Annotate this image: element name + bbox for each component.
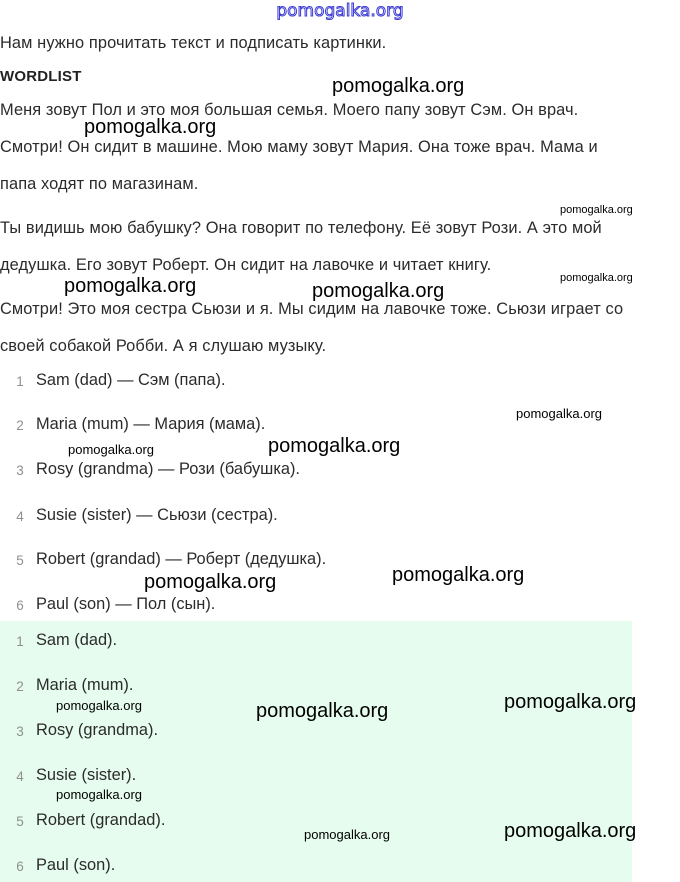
answer-number: 4 [16,769,24,784]
answer-number: 1 [16,634,24,649]
list-number: 4 [16,509,24,524]
text-line: своей собакой Робби. А я слушаю музыку. [0,337,327,355]
list-text: Susie (sister) — Сьюзи (сестра). [36,506,278,524]
list-text: Sam (dad) — Сэм (папа). [36,371,226,389]
answer-text: Rosy (grandma). [36,721,159,739]
watermark: pomogalka.org [64,275,197,297]
text-line: Меня зовут Пол и это моя большая семья. Моего папу зовут Сэм. Он врач. [0,101,579,119]
watermark: pomogalka.org [68,442,154,457]
answer-text: Paul (son). [36,856,116,874]
watermark: pomogalka.org [312,280,445,302]
intro-text: Нам нужно прочитать текст и подписать картинки. [0,34,387,52]
list-text: Maria (mum) — Мария (мама). [36,415,266,433]
watermark: pomogalka.org [256,700,389,722]
list-number: 6 [16,598,24,613]
answer-number: 6 [16,859,24,874]
answer-number: 2 [16,679,24,694]
wordlist-heading: WORDLIST [0,68,82,85]
list-number: 3 [16,463,24,478]
answer-number: 5 [16,814,24,829]
watermark: pomogalka.org [560,204,633,216]
text-line: Смотри! Он сидит в машине. Мою маму зовут Мария. Она тоже врач. Мама и [0,138,598,156]
watermark: pomogalka.org [504,691,637,713]
list-text: Paul (son) — Пол (сын). [36,595,216,613]
list-text: Robert (grandad) — Роберт (дедушка). [36,550,327,568]
watermark: pomogalka.org [144,571,277,593]
watermark: pomogalka.org [504,820,637,842]
watermark: pomogalka.org [56,698,142,713]
answer-text: Sam (dad). [36,631,118,649]
watermark: pomogalka.org [268,435,401,457]
watermark: pomogalka.org [392,564,525,586]
answer-text: Susie (sister). [36,766,137,784]
list-number: 1 [16,374,24,389]
watermark: pomogalka.org [304,827,390,842]
watermark: pomogalka.org [560,272,633,284]
answer-number: 3 [16,724,24,739]
answer-text: Robert (grandad). [36,811,166,829]
watermark: pomogalka.org [332,75,465,97]
watermark: pomogalka.org [56,787,142,802]
top-watermark: pomogalka.org [276,1,404,21]
text-line: Смотри! Это моя сестра Сьюзи и я. Мы сидим на лавочке тоже. Сьюзи играет со [0,300,624,318]
text-line: папа ходят по магазинам. [0,175,199,193]
text-line: дедушка. Его зовут Роберт. Он сидит на лавочке и читает книгу. [0,256,492,274]
list-number: 5 [16,553,24,568]
answer-text: Maria (mum). [36,676,134,694]
watermark: pomogalka.org [84,116,217,138]
list-number: 2 [16,418,24,433]
watermark: pomogalka.org [516,406,602,421]
list-text: Rosy (grandma) — Рози (бабушка). [36,460,300,478]
text-line: Ты видишь мою бабушку? Она говорит по телефону. Её зовут Рози. А это мой [0,219,602,237]
